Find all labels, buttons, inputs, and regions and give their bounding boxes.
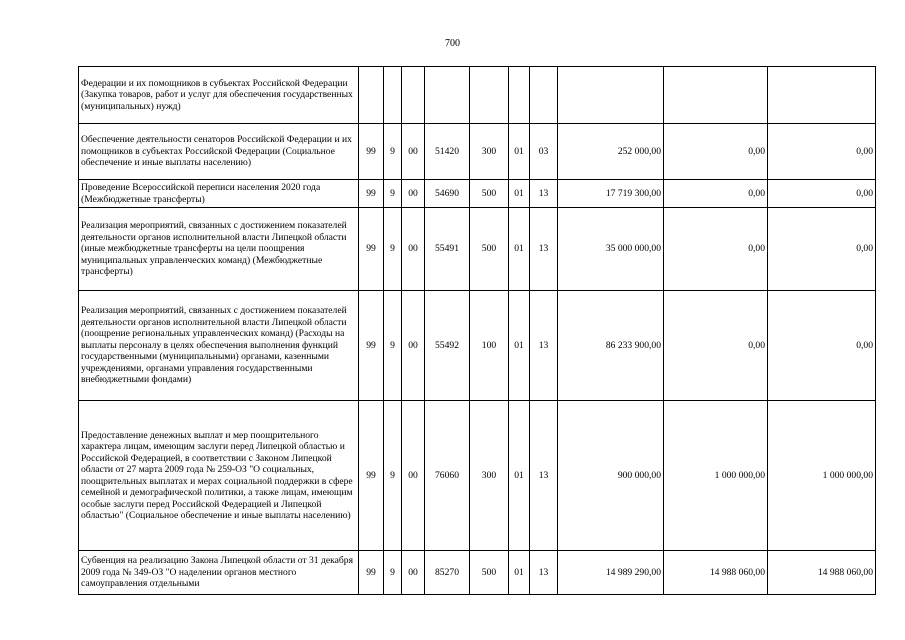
amount-year-2: 0,00 [664,180,768,208]
program-code: 99 [359,551,384,595]
subprogram-code: 9 [384,180,402,208]
activity-code [402,67,425,124]
subsection-code: 13 [530,551,558,595]
direction-code: 85270 [425,551,470,595]
amount-year-3: 1 000 000,00 [768,401,876,551]
subsection-code: 13 [530,180,558,208]
amount-year-3: 0,00 [768,291,876,401]
subsection-code [530,67,558,124]
amount-year-2: 1 000 000,00 [664,401,768,551]
expense-type-code [470,67,509,124]
program-code: 99 [359,180,384,208]
amount-year-1: 86 233 900,00 [558,291,664,401]
section-code: 01 [509,124,530,180]
table-row [79,291,876,401]
amount-year-2: 0,00 [664,291,768,401]
activity-code: 00 [402,401,425,551]
activity-code: 00 [402,208,425,291]
expense-type-code: 300 [470,124,509,180]
row-description: Обеспечение деятельности сенаторов Российской Федерации и их помощников в субъектах Российской Федерации (Социальное обеспечение и иные выплаты населению) [79,124,359,180]
row-description: Реализация мероприятий, связанных с достижением показателей деятельности органов исполнительной власти Липецкой области (поощрение региональных управленческих команд) (Расходы на выплаты персоналу в целях обеспечения выполнения функций государственными (муниципальными) органами, казенными учреждениями, органами управления государственными внебюджетными фондами) [79,291,359,401]
amount-year-3: 0,00 [768,180,876,208]
program-code: 99 [359,291,384,401]
activity-code: 00 [402,291,425,401]
subprogram-code: 9 [384,401,402,551]
program-code: 99 [359,208,384,291]
amount-year-2: 14 988 060,00 [664,551,768,595]
amount-year-1: 252 000,00 [558,124,664,180]
amount-year-3 [768,67,876,124]
amount-year-2 [664,67,768,124]
subprogram-code: 9 [384,124,402,180]
row-description: Субвенция на реализацию Закона Липецкой области от 31 декабря 2009 года № 349-ОЗ "О наделении органов местного самоуправления отдельными [79,551,359,595]
amount-year-1: 17 719 300,00 [558,180,664,208]
section-code: 01 [509,551,530,595]
budget-table [78,66,876,595]
amount-year-2: 0,00 [664,124,768,180]
expense-type-code: 500 [470,208,509,291]
table-row [79,67,876,124]
activity-code: 00 [402,180,425,208]
direction-code: 51420 [425,124,470,180]
subprogram-code [384,67,402,124]
amount-year-1 [558,67,664,124]
direction-code: 54690 [425,180,470,208]
row-description: Реализация мероприятий, связанных с достижением показателей деятельности органов исполнительной власти Липецкой области (иные межбюджетные трансферты на цели поощрения муниципальных управленческих команд) (Межбюджетные трансферты) [79,208,359,291]
expense-type-code: 300 [470,401,509,551]
expense-type-code: 100 [470,291,509,401]
amount-year-1: 14 989 290,00 [558,551,664,595]
table-row [79,551,876,595]
page-number: 700 [445,38,460,49]
amount-year-1: 900 000,00 [558,401,664,551]
subprogram-code: 9 [384,208,402,291]
direction-code: 55491 [425,208,470,291]
program-code [359,67,384,124]
row-description: Федерации и их помощников в субъектах Российской Федерации (Закупка товаров, работ и услуг для обеспечения государственных (муниципальных) нужд) [79,67,359,124]
table-row [79,208,876,291]
amount-year-2: 0,00 [664,208,768,291]
section-code: 01 [509,180,530,208]
section-code [509,67,530,124]
table-row [79,180,876,208]
subsection-code: 03 [530,124,558,180]
amount-year-3: 0,00 [768,124,876,180]
subsection-code: 13 [530,208,558,291]
table-row [79,401,876,551]
row-description: Предоставление денежных выплат и мер поощрительного характера лицам, имеющим заслуги перед Липецкой областью и Российской Федерацией, в соответствии с Законом Липецкой области от 27 марта 2009 года № 259-ОЗ "О социальных, поощрительных выплатах и мерах социальной поддержки в сфере семейной и демографической политики, а также лицам, имеющим особые заслуги перед Российской Федерацией и Липецкой областью" (Социальное обеспечение и иные выплаты населению) [79,401,359,551]
subsection-code: 13 [530,401,558,551]
direction-code: 76060 [425,401,470,551]
activity-code: 00 [402,551,425,595]
subsection-code: 13 [530,291,558,401]
row-description: Проведение Всероссийской переписи населения 2020 года (Межбюджетные трансферты) [79,180,359,208]
amount-year-3: 14 988 060,00 [768,551,876,595]
activity-code: 00 [402,124,425,180]
program-code: 99 [359,124,384,180]
direction-code: 55492 [425,291,470,401]
expense-type-code: 500 [470,551,509,595]
amount-year-1: 35 000 000,00 [558,208,664,291]
amount-year-3: 0,00 [768,208,876,291]
program-code: 99 [359,401,384,551]
section-code: 01 [509,401,530,551]
table-row [79,124,876,180]
direction-code [425,67,470,124]
subprogram-code: 9 [384,291,402,401]
expense-type-code: 500 [470,180,509,208]
section-code: 01 [509,208,530,291]
subprogram-code: 9 [384,551,402,595]
section-code: 01 [509,291,530,401]
